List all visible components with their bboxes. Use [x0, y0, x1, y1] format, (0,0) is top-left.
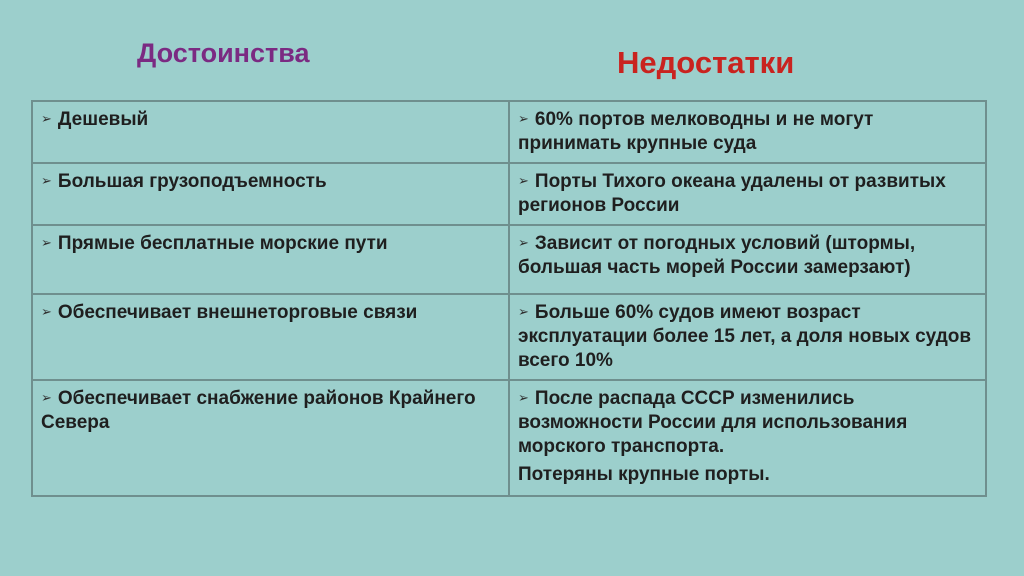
disadvantage-extra-text: Потеряны крупные порты.	[518, 464, 770, 485]
disadvantage-cell	[509, 225, 986, 294]
disadvantage-cell	[509, 101, 986, 163]
advantage-text: Обеспечивает внешнеторговые связи	[57, 302, 418, 323]
advantage-cell	[32, 294, 509, 380]
arrow-bullet-icon: ➢	[41, 390, 52, 405]
advantage-cell	[32, 225, 509, 294]
disadvantages-heading: Недостатки	[617, 45, 795, 80]
advantage-text: Дешевый	[57, 109, 149, 130]
table-row	[32, 380, 986, 496]
advantage-cell	[32, 380, 509, 496]
table-row	[32, 225, 986, 294]
disadvantage-cell	[509, 294, 986, 380]
advantage-text: Прямые бесплатные морские пути	[57, 233, 388, 254]
arrow-bullet-icon: ➢	[518, 235, 529, 250]
arrow-bullet-icon: ➢	[41, 235, 52, 250]
disadvantage-text: Больше 60% судов имеют возраст эксплуатации более 15 лет, а доля новых судов всего 10%	[518, 302, 972, 371]
arrow-bullet-icon: ➢	[518, 173, 529, 188]
arrow-bullet-icon: ➢	[518, 304, 529, 319]
advantage-text: Большая грузоподъемность	[57, 171, 327, 192]
advantage-cell	[32, 163, 509, 225]
advantage-cell	[32, 101, 509, 163]
advantage-text: Обеспечивает снабжение районов Крайнего Севера	[41, 388, 476, 433]
comparison-table	[31, 100, 987, 497]
table-row	[32, 294, 986, 380]
disadvantage-cell	[509, 163, 986, 225]
disadvantage-cell	[509, 380, 986, 496]
arrow-bullet-icon: ➢	[41, 111, 52, 126]
arrow-bullet-icon: ➢	[518, 111, 529, 126]
advantages-heading: Достоинства	[137, 38, 310, 68]
disadvantage-text: Порты Тихого океана удалены от развитых регионов России	[518, 171, 946, 216]
arrow-bullet-icon: ➢	[41, 173, 52, 188]
arrow-bullet-icon: ➢	[41, 304, 52, 319]
disadvantage-text: Зависит от погодных условий (штормы, большая часть морей России замерзают)	[518, 233, 916, 278]
disadvantage-text: После распада СССР изменились возможности России для использования морского транспорта.	[518, 388, 908, 457]
arrow-bullet-icon: ➢	[518, 390, 529, 405]
table-row	[32, 163, 986, 225]
disadvantage-text: 60% портов мелководны и не могут принимать крупные суда	[518, 109, 874, 154]
table-row	[32, 101, 986, 163]
